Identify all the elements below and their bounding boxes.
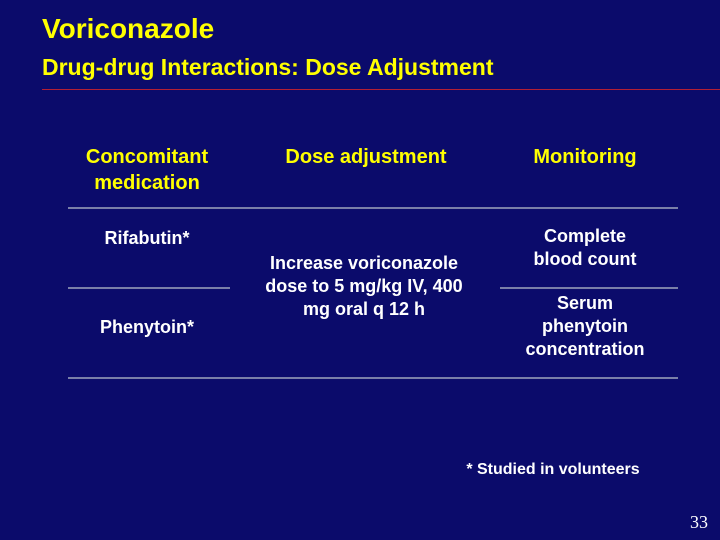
table-header-medication: Concomitant medication: [85, 146, 209, 194]
row-2-monitoring: Serum phenytoin concentration: [525, 293, 645, 359]
footnote: * Studied in volunteers: [466, 461, 640, 478]
row-2-medication: Phenytoin*: [99, 317, 194, 337]
row-1-medication: Rifabutin*: [104, 228, 190, 248]
table-header-rule: [68, 207, 678, 209]
row-1-monitoring: Complete blood count: [533, 226, 637, 269]
table-bottom-rule: [68, 377, 678, 379]
title-divider: [42, 89, 720, 90]
dose-adjustment-cell: Increase voriconazole dose to 5 mg/kg IV, 400 mg oral q 12 h: [265, 253, 463, 319]
page-number: 33: [690, 512, 708, 532]
table-header-monitoring: Monitoring: [533, 146, 637, 168]
table-row-rule-left: [68, 287, 230, 289]
slide-title: Voriconazole: [42, 13, 215, 44]
table-header-dose: Dose adjustment: [285, 146, 447, 168]
table-row-rule-right: [500, 287, 678, 289]
slide-subtitle: Drug-drug Interactions: Dose Adjustment: [42, 54, 494, 80]
